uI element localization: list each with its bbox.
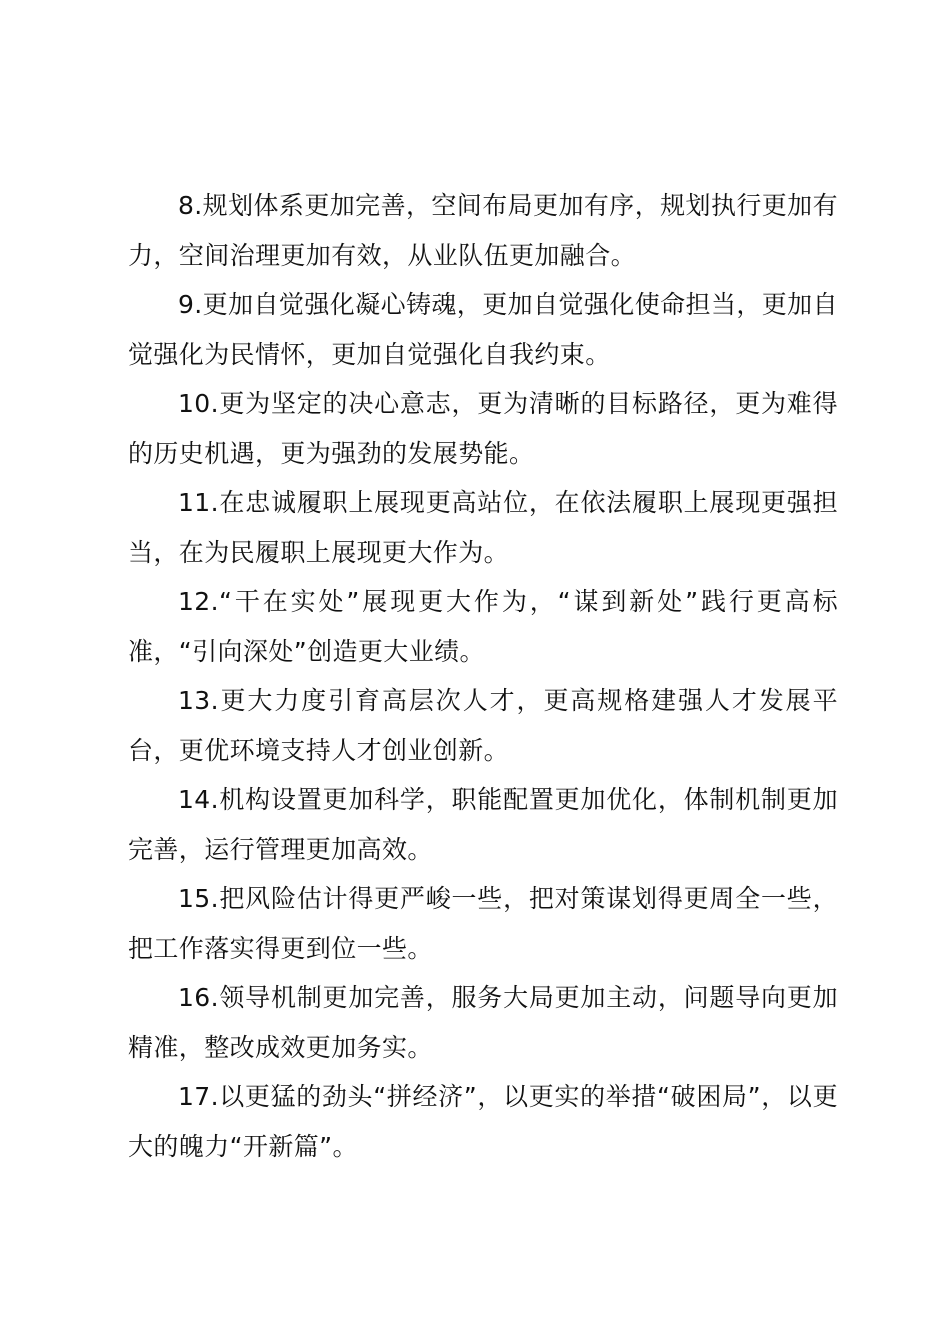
paragraph-13: 13.更大力度引育高层次人才，更高规格建强人才发展平台，更优环境支持人才创业创新。 bbox=[128, 686, 838, 765]
paragraph-15: 15.把风险估计得更严峻一些，把对策谋划得更周全一些，把工作落实得更到位一些。 bbox=[128, 884, 838, 963]
paragraph-16: 16.领导机制更加完善，服务大局更加主动，问题导向更加精准，整改成效更加务实。 bbox=[128, 983, 838, 1062]
document-body bbox=[128, 181, 838, 1171]
paragraph-11: 11.在忠诚履职上展现更高站位，在依法履职上展现更强担当，在为民履职上展现更大作为。 bbox=[128, 488, 838, 567]
paragraph-17: 17.以更猛的劲头“拼经济”，以更实的举措“破困局”，以更大的魄力“开新篇”。 bbox=[128, 1082, 838, 1161]
paragraph-9: 9.更加自觉强化凝心铸魂，更加自觉强化使命担当，更加自觉强化为民情怀，更加自觉强化自我约束。 bbox=[128, 290, 838, 369]
paragraph-8: 8.规划体系更加完善，空间布局更加有序，规划执行更加有力，空间治理更加有效，从业队伍更加融合。 bbox=[128, 191, 838, 270]
paragraph-10: 10.更为坚定的决心意志，更为清晰的目标路径，更为难得的历史机遇，更为强劲的发展势能。 bbox=[128, 389, 838, 468]
paragraph-14: 14.机构设置更加科学，职能配置更加优化，体制机制更加完善，运行管理更加高效。 bbox=[128, 785, 838, 864]
paragraph-12: 12.“干在实处”展现更大作为，“谋到新处”践行更高标准，“引向深处”创造更大业绩。 bbox=[128, 587, 838, 666]
